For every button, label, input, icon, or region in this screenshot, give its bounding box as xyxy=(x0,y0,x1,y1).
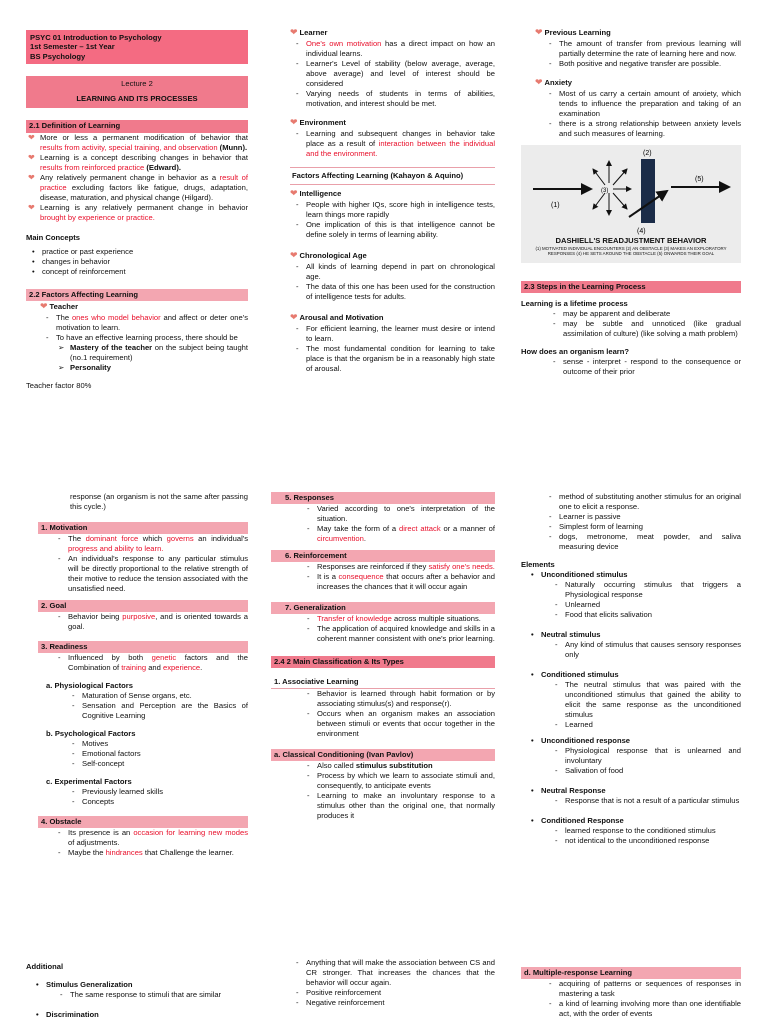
psychological-heading: b. Psychological Factors xyxy=(46,729,136,739)
list-item: - Learning to make an involuntary response to a stimulus other than the original one, that normally produces it xyxy=(301,791,495,821)
list-item: - The amount of transfer from previous learning will partially determine the rate of learning here and now. xyxy=(543,39,741,59)
physiological-heading: a. Physiological Factors xyxy=(46,681,133,691)
list-item: - Occurs when an organism makes an association between stimuli or events that occur together in the environment xyxy=(301,709,495,739)
list-item: - Sensation and Perception are the Basics of Cognitive Learning xyxy=(66,701,248,721)
generalization-list xyxy=(271,614,495,644)
exploratory-arrow xyxy=(593,169,605,185)
list-item: - Naturally occurring stimulus that triggers a Physiological response xyxy=(549,580,741,600)
teacher-requirements xyxy=(26,343,248,373)
heart-icon: ❤ xyxy=(40,300,48,311)
list-item: - Emotional factors xyxy=(66,749,248,759)
element-nr: • Neutral Response xyxy=(521,786,741,796)
list-item: - Any kind of stimulus that causes sensory responses only xyxy=(549,640,741,660)
element-ur: • Unconditioned response xyxy=(521,736,741,746)
cs-list xyxy=(521,680,741,730)
element-ns: • Neutral stimulus xyxy=(521,630,741,640)
lecture-number: Lecture 2 xyxy=(121,79,153,89)
column-6 xyxy=(521,492,741,846)
lifetime-list xyxy=(521,309,741,339)
list-item: - method of substituting another stimulus for an original one to elicit a response. xyxy=(543,492,741,512)
exploratory-arrow xyxy=(593,193,605,209)
how-heading: How does an organism learn? xyxy=(521,346,630,356)
chronological-heading: ❤ Chronological Age xyxy=(290,249,367,260)
classical-heading: a. Classical Conditioning (Ivan Pavlov) xyxy=(271,749,495,761)
readiness-heading: 3. Readiness xyxy=(38,641,248,653)
experimental-list xyxy=(38,787,248,807)
reinforcement-heading: 6. Reinforcement xyxy=(271,550,495,562)
nr-list xyxy=(521,796,741,806)
program: BS Psychology xyxy=(30,51,86,61)
anxiety-list xyxy=(521,89,741,139)
arousal-heading: ❤ Arousal and Motivation xyxy=(290,311,384,322)
list-item: - People with higher IQs, score high in intelligence tests, learn things more rapidly xyxy=(290,200,495,220)
list-item: ❤ More or less a permanent modification of behavior that results from activity, special training, and observation (Munn). xyxy=(26,133,248,153)
element-us: • Unconditioned stimulus xyxy=(521,570,741,580)
semester: 1st Semester – 1st Year xyxy=(30,42,115,52)
element-cs: • Conditioned stimulus xyxy=(521,670,741,680)
arousal-list xyxy=(290,324,495,374)
list-item: ➢ Mastery of the teacher on the subject being taught (no.1 requirement) xyxy=(56,343,248,363)
list-item: • concept of reinforcement xyxy=(26,267,248,277)
previous-learning-list xyxy=(521,39,741,69)
list-item: - not identical to the unconditioned response xyxy=(549,836,741,846)
goal-heading: 2. Goal xyxy=(38,600,248,612)
list-item: - For efficient learning, the learner must desire or intend to learn. xyxy=(290,324,495,344)
list-item: - may be apparent and deliberate xyxy=(547,309,741,319)
label-3: (3) xyxy=(601,187,609,194)
column-1 xyxy=(26,30,248,391)
environment-heading: ❤ Environment xyxy=(290,116,346,127)
readiness-list xyxy=(38,653,248,673)
column-2 xyxy=(290,27,495,374)
how-list xyxy=(521,357,741,377)
list-item: - dogs, metronome, meat powder, and saliva measuring device xyxy=(543,532,741,552)
exploratory-arrow xyxy=(613,169,627,185)
list-item: - Learning and subsequent changes in behavior take place as a result of interaction between the individual and the environment. xyxy=(290,129,495,159)
obstacle-heading: 4. Obstacle xyxy=(38,816,248,828)
list-item: - The neutral stimulus that was paired with the unconditioned stimulus that gained the ability to elicit the same response as the unconditioned stimulus xyxy=(549,680,741,720)
classical-list xyxy=(271,761,495,821)
list-item: - Also called stimulus substitution xyxy=(301,761,495,771)
main-concepts-list xyxy=(26,247,248,277)
list-item: ➢ Personality xyxy=(56,363,248,373)
list-item: - Concepts xyxy=(66,797,248,807)
column-8 xyxy=(290,958,495,1008)
teacher-heading: ❤ Teacher xyxy=(40,300,79,311)
heart-icon: ❤ xyxy=(290,249,298,260)
label-1: (1) xyxy=(551,201,560,209)
diagram-caption: (1) MOTIVATED INDIVIDUAL ENCOUNTERS (2) AN OBSTACLE (3) MAKES AN EXPLORATORY RESPONSES (4) HE SETS AROUND THE OBSTACLE (5) ONWARDS THEIR GOAL xyxy=(535,245,727,256)
associative-list xyxy=(271,689,495,739)
list-item: • practice or past experience xyxy=(26,247,248,257)
section-2-1: 2.1 Definition of Learning xyxy=(26,120,248,132)
list-item: - Most of us carry a certain amount of anxiety, which tends to influence the preparation and taking of an examination xyxy=(543,89,741,119)
lecture-banner xyxy=(26,76,248,108)
kahayon-heading: Factors Affecting Learning (Kahayon & Aquino) xyxy=(290,167,495,185)
responses-heading: 5. Responses xyxy=(271,492,495,504)
list-item: ❤ Any relatively permanent change in behavior as a result of practice excluding factors like fatigue, drugs, adaptation, disease, maturation, and physical change (Hilgard). xyxy=(26,173,248,203)
list-item: - Unlearned xyxy=(549,600,741,610)
heart-icon: ❤ xyxy=(290,187,298,198)
list-item: - Negative reinforcement xyxy=(290,998,495,1008)
column-5 xyxy=(271,492,495,821)
teacher-list xyxy=(26,313,248,343)
list-item: - may be subtle and unnoticed (like gradual assimilation of culture) (like solving a math problem) xyxy=(547,319,741,339)
course-header xyxy=(26,30,248,64)
label-5: (5) xyxy=(695,175,704,183)
list-item: - Learned xyxy=(549,720,741,730)
list-item: - sense - interpret - respond to the consequence or outcome of their prior xyxy=(547,357,741,377)
previous-learning-heading: ❤ Previous Learning xyxy=(535,27,611,37)
definition-list xyxy=(26,133,248,223)
list-item: - To have an effective learning process, there should be xyxy=(40,333,248,343)
list-item: - It is a consequence that occurs after a behavior and increases the chances that it will occur again xyxy=(301,572,495,592)
list-item: - All kinds of learning depend in part on chronological age. xyxy=(290,262,495,282)
element-disc: • Discrimination xyxy=(26,1010,248,1020)
list-item: - Simplest form of learning xyxy=(543,522,741,532)
cr-list xyxy=(521,826,741,846)
diagram-title: DASHIELL'S READJUSTMENT BEHAVIOR xyxy=(555,235,707,245)
list-item: - The same response to stimuli that are similar xyxy=(54,990,248,1000)
list-item: - Physiological response that is unlearned and involuntary xyxy=(549,746,741,766)
column-9 xyxy=(521,967,741,1019)
list-item: - Previously learned skills xyxy=(66,787,248,797)
learner-heading: ❤ Learner xyxy=(290,27,328,37)
course-title: PSYC 01 Introduction to Psychology xyxy=(30,33,162,42)
list-item: - May take the form of a direct attack or a manner of circumvention. xyxy=(301,524,495,544)
heart-icon: ❤ xyxy=(535,76,543,87)
section-2-4: 2.4 2 Main Classification & Its Types xyxy=(271,656,495,668)
list-item: - One implication of this is that intelligence cannot be define solely in terms of learning ability. xyxy=(290,220,495,240)
list-item: - The most fundamental condition for learning to take place is that the organism be in a reasonably high state of arousal. xyxy=(290,344,495,374)
chronological-list xyxy=(290,262,495,302)
element-sg: • Stimulus Generalization xyxy=(26,980,248,990)
learner-list xyxy=(290,39,495,109)
list-item: ❤ Learning is any relatively permanent change in behavior brought by experience or practice. xyxy=(26,203,248,223)
elements-heading: Elements xyxy=(521,560,555,570)
physiological-list xyxy=(38,691,248,721)
list-item: - The ones who model behavior and affect or deter one's motivation to learn. xyxy=(40,313,248,333)
exploratory-arrow xyxy=(613,193,627,209)
readjustment-diagram xyxy=(521,145,741,237)
list-item: - The data of this one has been used for the construction of intelligence tests for adults. xyxy=(290,282,495,302)
list-item: - One's own motivation has a direct impact on how an individual learns. xyxy=(290,39,495,59)
list-item: - Salivation of food xyxy=(549,766,741,776)
list-item: - Influenced by both genetic factors and the Combination of training and experience. xyxy=(52,653,248,673)
column-7 xyxy=(26,958,248,1020)
list-item: - Response that is not a result of a particular stimulus xyxy=(549,796,741,806)
dashiell-diagram xyxy=(521,145,741,263)
teacher-factor: Teacher factor 80% xyxy=(26,380,92,390)
list-item: - Responses are reinforced if they satisfy one's needs. xyxy=(301,562,495,572)
multiple-response-list xyxy=(521,979,741,1019)
list-item: - The application of acquired knowledge and skills in a coherent manner consistent with one's prior learning. xyxy=(301,624,495,644)
psychological-list xyxy=(38,739,248,769)
list-item: - there is a strong relationship between anxiety levels and such measures of learning. xyxy=(543,119,741,139)
heart-icon: ❤ xyxy=(535,27,543,37)
heart-icon: ❤ xyxy=(290,311,298,322)
ur-list xyxy=(521,746,741,776)
list-item: - acquiring of patterns or sequences of responses in mastering a task xyxy=(543,979,741,999)
list-item: - Behavior is learned through habit formation or by associating stimulus(s) and response(r). xyxy=(301,689,495,709)
list-item: - Learner is passive xyxy=(543,512,741,522)
label-2: (2) xyxy=(643,149,652,157)
experimental-heading: c. Experimental Factors xyxy=(46,777,132,787)
lifetime-heading: Learning is a lifetime process xyxy=(521,298,628,308)
list-item: - Its presence is an occasion for learning new modes of adjustments. xyxy=(52,828,248,848)
ns-list xyxy=(521,640,741,660)
generalization-heading: 7. Generalization xyxy=(271,602,495,614)
list-item: • changes in behavior xyxy=(26,257,248,267)
element-cr: • Conditioned Response xyxy=(521,816,741,826)
us-list xyxy=(521,580,741,620)
list-item: - Varying needs of students in terms of abilities, motivation, and interest should be met. xyxy=(290,89,495,109)
motivation-list xyxy=(38,534,248,594)
list-item: - Process by which we learn to associate stimuli and, consequently, to anticipate events xyxy=(301,771,495,791)
label-4: (4) xyxy=(637,227,646,235)
heart-icon: ❤ xyxy=(290,116,298,127)
list-item: - Self-concept xyxy=(66,759,248,769)
intelligence-list xyxy=(290,200,495,240)
additional-heading: Additional xyxy=(26,962,64,971)
reinforcement-list xyxy=(271,562,495,592)
list-item: - Varied according to one's interpretation of the situation. xyxy=(301,504,495,524)
main-concepts-heading: Main Concepts xyxy=(26,232,81,242)
list-item: - Both positive and negative transfer are possible. xyxy=(543,59,741,69)
section-2-2: 2.2 Factors Affecting Learning xyxy=(26,289,248,301)
heart-icon: ❤ xyxy=(290,27,298,37)
associative-heading: 1. Associative Learning xyxy=(271,676,495,689)
list-item: - The dominant force which governs an individual's progress and ability to learn. xyxy=(52,534,248,554)
list-item: - Positive reinforcement xyxy=(290,988,495,998)
list-item: - Learner's Level of stability (below average, average, above average) and level of interest should be considered xyxy=(290,59,495,89)
sg-list xyxy=(26,990,248,1000)
list-item: - learned response to the conditioned stimulus xyxy=(549,826,741,836)
column-4 xyxy=(38,492,248,858)
classical-continued-list xyxy=(521,492,741,552)
list-item: ❤ Learning is a concept describing changes in behavior that results from reinforced practice (Edward). xyxy=(26,153,248,173)
list-item: - a kind of learning involving more than one identifiable act, with the order of events xyxy=(543,999,741,1019)
obstacle-list xyxy=(38,828,248,858)
list-item: - Motives xyxy=(66,739,248,749)
list-item: - An individual's response to any particular stimulus will be directly proportional to the relative strength of their motive to reduce the tension associated with the unsatisfied need. xyxy=(52,554,248,594)
intelligence-heading: ❤ Intelligence xyxy=(290,187,342,198)
lecture-title: LEARNING AND ITS PROCESSES xyxy=(76,94,198,104)
obstacle-bar xyxy=(641,159,655,223)
list-item: - Anything that will make the association between CS and CR stronger. That increases the chances that the behavior will occur again. xyxy=(290,958,495,988)
goal-list xyxy=(38,612,248,632)
list-item: - Behavior being purposive, and is oriented towards a goal. xyxy=(52,612,248,632)
reinforcement-cont-list xyxy=(290,958,495,1008)
list-item: - Transfer of knowledge across multiple situations. xyxy=(301,614,495,624)
list-item: - Food that elicits salivation xyxy=(549,610,741,620)
list-item: - Maturation of Sense organs, etc. xyxy=(66,691,248,701)
section-2-3: 2.3 Steps in the Learning Process xyxy=(521,281,741,293)
multiple-response-heading: d. Multiple-response Learning xyxy=(521,967,741,979)
responses-list xyxy=(271,504,495,544)
environment-list xyxy=(290,129,495,159)
list-item: - Maybe the hindrances that Challenge the learner. xyxy=(52,848,248,858)
column-3 xyxy=(521,27,741,377)
continuation-text: response (an organism is not the same after passing this cycle.) xyxy=(70,492,248,512)
anxiety-heading: ❤ Anxiety xyxy=(535,76,572,87)
motivation-heading: 1. Motivation xyxy=(38,522,248,534)
